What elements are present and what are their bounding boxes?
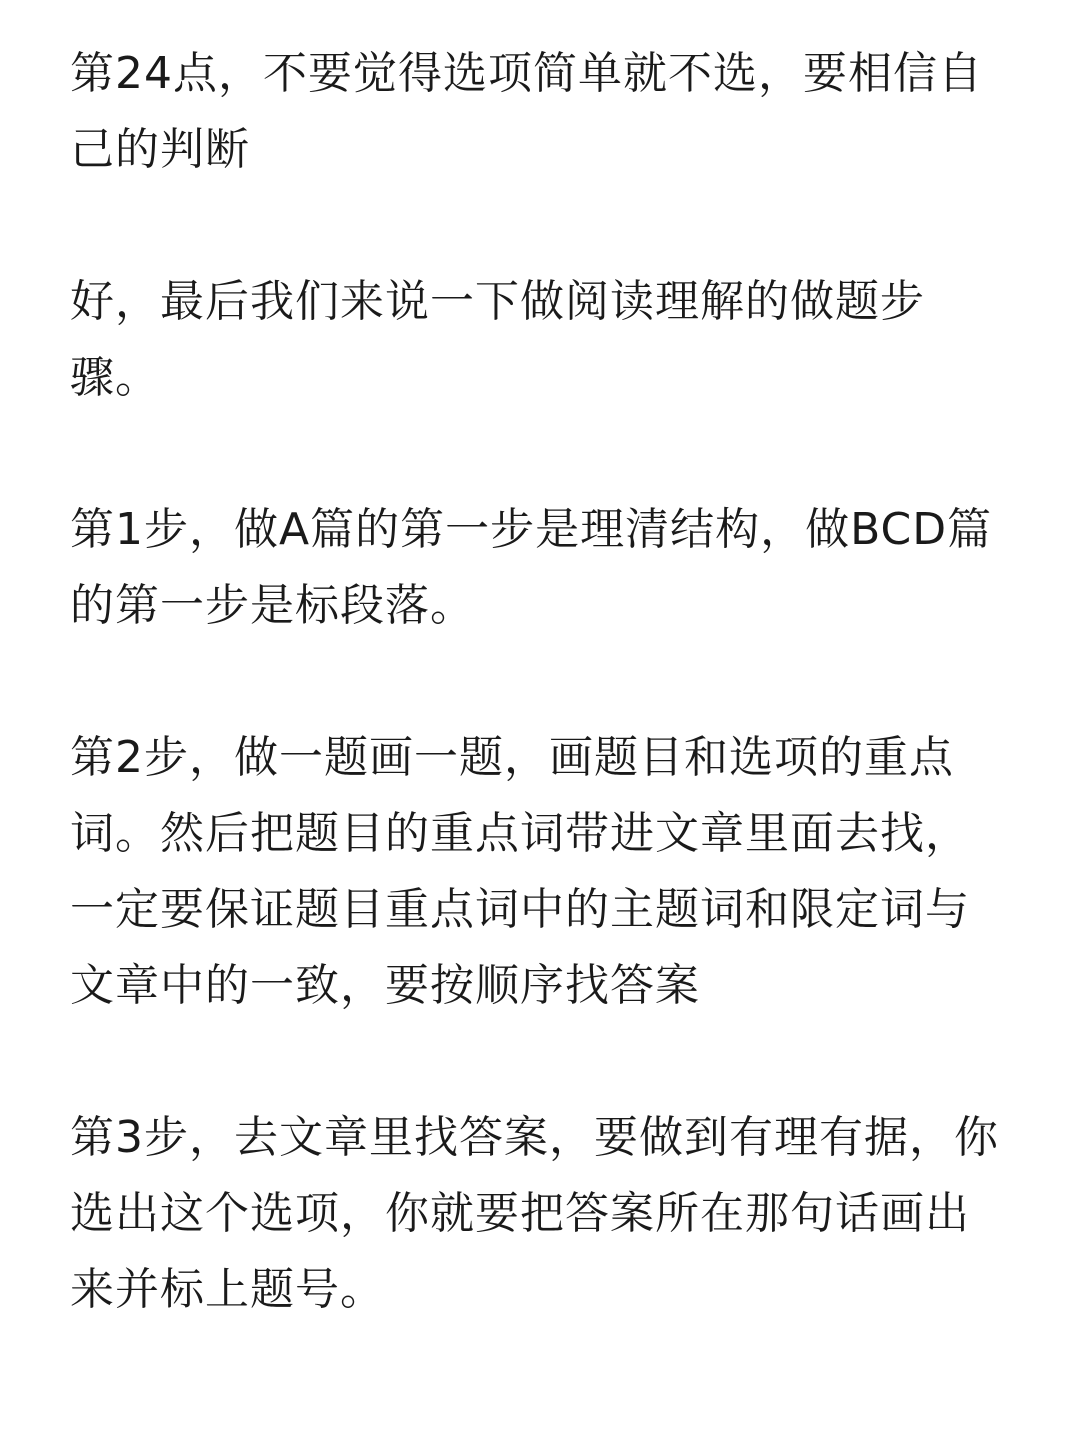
paragraph-step-1: 第1步，做A篇的第一步是理清结构，做BCD篇的第一步是标段落。: [70, 504, 993, 631]
paragraph-step-2: 第2步，做一题画一题，画题目和选项的重点词。然后把题目的重点词带进文章里面去找，一定要保证题目重点词中的主题词和限定词与文章中的一致，要按顺序找答案: [70, 732, 970, 1011]
paragraph-point-24: 第24点，不要觉得选项简单就不选，要相信自己的判断: [70, 48, 983, 175]
paragraph-steps-intro: 好，最后我们来说一下做阅读理解的做题步骤。: [70, 276, 925, 403]
paragraph-step-3: 第3步，去文章里找答案，要做到有理有据，你选出这个选项，你就要把答案所在那句话画出来并标上题号。: [70, 1112, 999, 1315]
